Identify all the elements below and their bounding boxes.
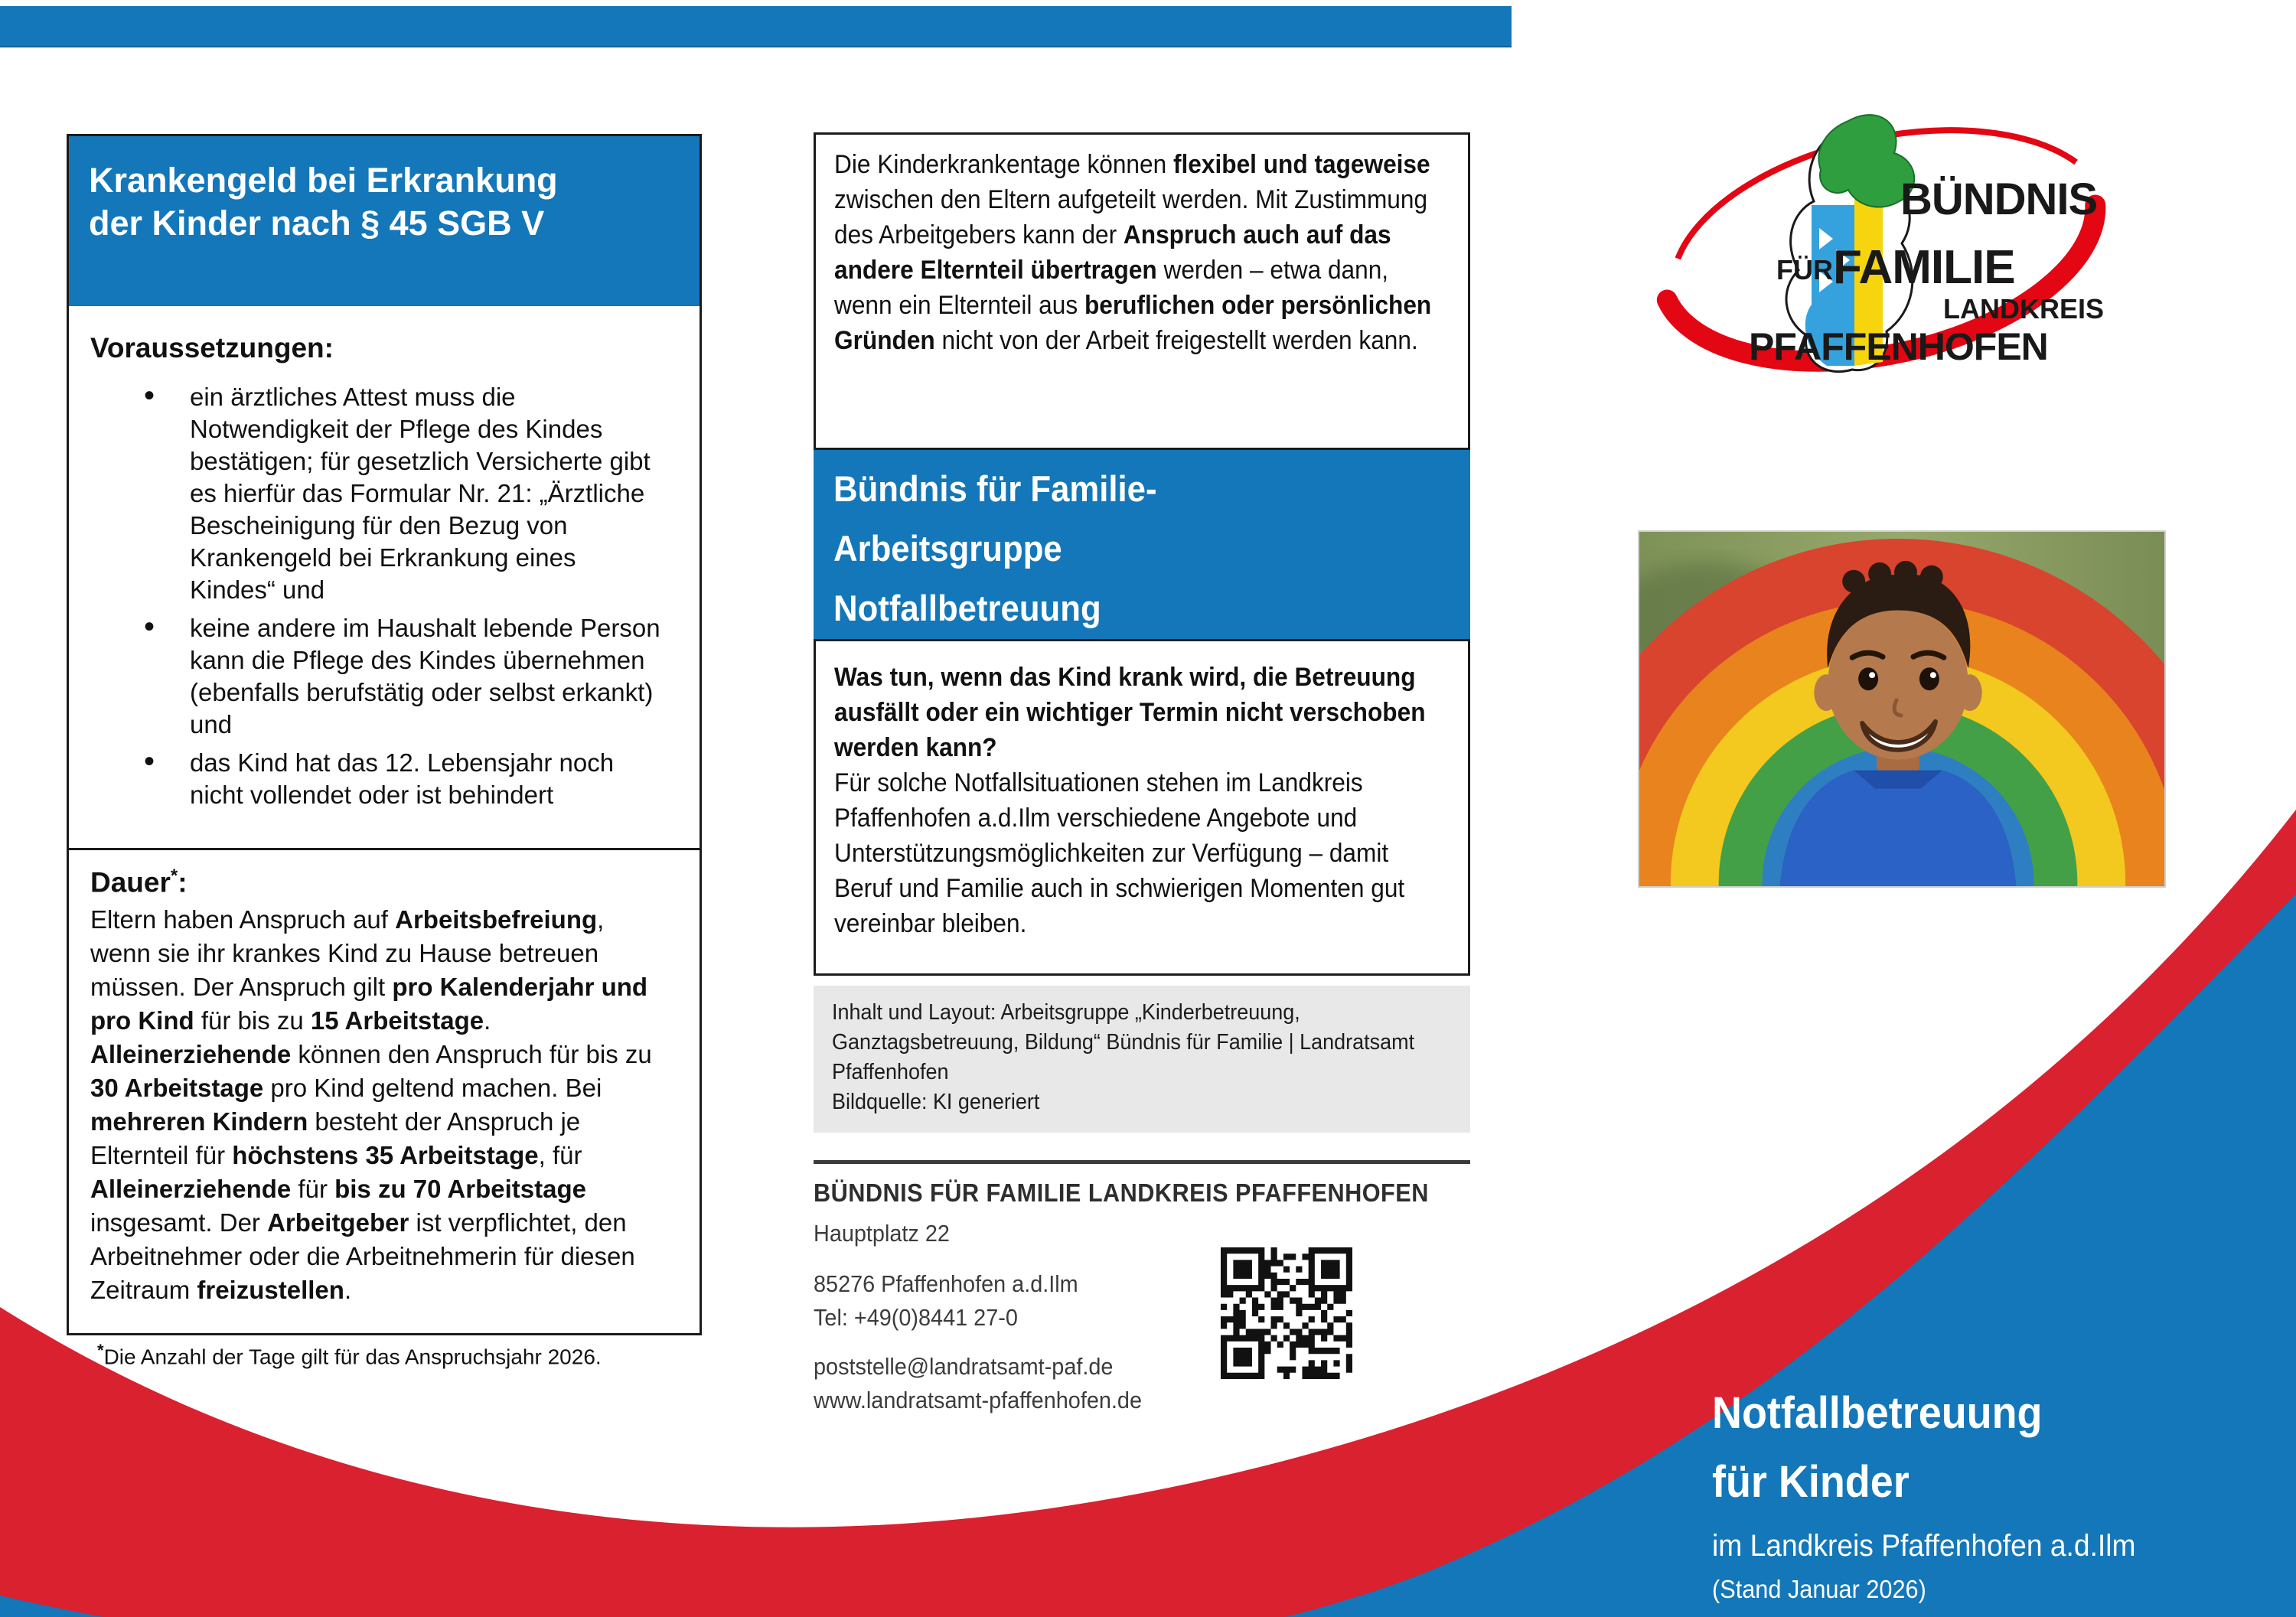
- qr-code: [1221, 1247, 1352, 1379]
- logo-word-buendnis: BÜNDNIS: [1900, 174, 2098, 224]
- cover-title-text: [1712, 1379, 2248, 1604]
- divider-rule: [814, 1160, 1470, 1164]
- requirements-heading: Voraussetzungen:: [90, 332, 334, 363]
- cover-title-block: [1712, 1379, 2248, 1604]
- contact-text: [814, 1179, 1470, 1416]
- child-photo: [1638, 530, 2166, 888]
- arbeitsgruppe-header-lines: Bündnis für Familie- Arbeitsgruppe Notfallbetreuung: [833, 468, 1157, 628]
- duration-section: [69, 848, 700, 1338]
- arbeitsgruppe-header: [814, 450, 1470, 639]
- krankengeld-header-line2: der Kinder nach § 45 SGB V: [89, 204, 545, 243]
- contact-org-name: BÜNDNIS FÜR FAMILIE LANDKREIS PFAFFENHOFEN: [814, 1179, 1429, 1207]
- was-tun-text: [834, 660, 1442, 941]
- logo-word-landkreis: LANDKREIS: [1943, 293, 2105, 324]
- kinderkrankentage-text: Die Kinderkrankentage können flexibel und tageweise zwischen den Eltern aufgeteilt werden. Mit Zustimmung des Arbeitgebers kann der Anspruch auch auf das andere Elternteil übertragen werden – etwa dann, wenn ein Elternteil aus beruflichen oder persönlichen Gründen nicht von der Arbeit freigestellt werden kann.: [834, 150, 1432, 355]
- question-text: Was tun, wenn das Kind krank wird, die Betreuung ausfällt oder ein wichtiger Termin nicht verschoben werden kann?: [834, 663, 1426, 762]
- duration-text: Eltern haben Anspruch auf Arbeitsbefreiung, wenn sie ihr krankes Kind zu Hause betreuen müssen. Der Anspruch gilt pro Kalenderjahr und pro Kind für bis zu 15 Arbeitstage. Alleinerziehende können den Anspruch für bis zu 30 Arbeitstage pro Kind geltend machen. Bei mehreren Kindern besteht der Anspruch je Elternteil für höchstens 35 Arbeitstage, für Alleinerziehende für bis zu 70 Arbeitstage insgesamt. Der Arbeitgeber ist verpflichtet, den Arbeitnehmer oder die Arbeitnehmerin für diesen Zeitraum freizustellen.: [90, 905, 652, 1305]
- section-krankengeld: [67, 134, 702, 1335]
- logo-word-fuer: FÜR: [1776, 254, 1833, 285]
- kinderkrankentage-box: [814, 132, 1470, 450]
- buendnis-familie-logo: [1619, 90, 2147, 404]
- answer-text: Für solche Notfallsituationen stehen im Landkreis Pfaffenhofen a.d.Ilm verschiedene Angebote und Unterstützungsmöglichkeiten zur Verfügung – damit Beruf und Familie auch in schwierigen Momenten gut vereinbar bleiben.: [834, 768, 1405, 938]
- contact-street: Hauptplatz 22: [814, 1220, 950, 1247]
- requirements-list: [90, 381, 677, 811]
- credits-box: [814, 986, 1470, 1133]
- credits-line: Bildquelle: KI generiert: [832, 1090, 1040, 1114]
- duration-heading: Dauer*:: [90, 866, 188, 898]
- list-item: • keine andere im Haushalt lebende Person kann die Pflege des Kindes übernehmen (ebenfalls berufstätig oder selbst erkankt) und: [90, 612, 677, 741]
- contact-phone: Tel: +49(0)8441 27-0: [814, 1304, 1018, 1331]
- credits-line: Inhalt und Layout: Arbeitsgruppe „Kinderbetreuung, Ganztagsbetreuung, Bildung“ Bündnis für Familie | Landratsamt Pfaffenhofen: [832, 1000, 1415, 1084]
- cover-subtitle: im Landkreis Pfaffenhofen a.d.Ilm: [1712, 1529, 2136, 1563]
- contact-email-link[interactable]: poststelle@landratsamt-paf.de: [814, 1353, 1114, 1380]
- logo-word-familie: FAMILIE: [1833, 241, 2015, 294]
- contact-block: [814, 1179, 1470, 1439]
- krankengeld-header: [69, 136, 700, 306]
- footnote: *Die Anzahl der Tage gilt für das Anspruchsjahr 2026.: [97, 1341, 602, 1369]
- was-tun-box: [814, 639, 1470, 976]
- asterisk-marker: *: [170, 866, 178, 886]
- list-item: • ein ärztliches Attest muss die Notwendigkeit der Pflege des Kindes bestätigen; für gesetzlich Versicherte gibt es hierfür das Formular Nr. 21: „Ärztliche Bescheinigung für den Bezug von Krankengeld bei Erkrankung eines Kindes“ und: [90, 381, 677, 606]
- requirements-section: [69, 306, 700, 848]
- credits-text: [832, 998, 1450, 1117]
- logo-word-pfaffenhofen: PFAFFENHOFEN: [1749, 325, 2048, 368]
- cover-title-line2: für Kinder: [1712, 1457, 1910, 1507]
- contact-city: 85276 Pfaffenhofen a.d.Ilm: [814, 1270, 1078, 1297]
- contact-website-link[interactable]: www.landratsamt-pfaffenhofen.de: [814, 1387, 1142, 1413]
- cover-date-stamp: (Stand Januar 2026): [1712, 1575, 1926, 1603]
- krankengeld-header-line1: Krankengeld bei Erkrankung: [89, 161, 558, 200]
- cover-title-line1: Notfallbetreuung: [1712, 1388, 2043, 1438]
- list-item: • das Kind hat das 12. Lebensjahr noch nicht vollendet oder ist behindert: [90, 747, 677, 811]
